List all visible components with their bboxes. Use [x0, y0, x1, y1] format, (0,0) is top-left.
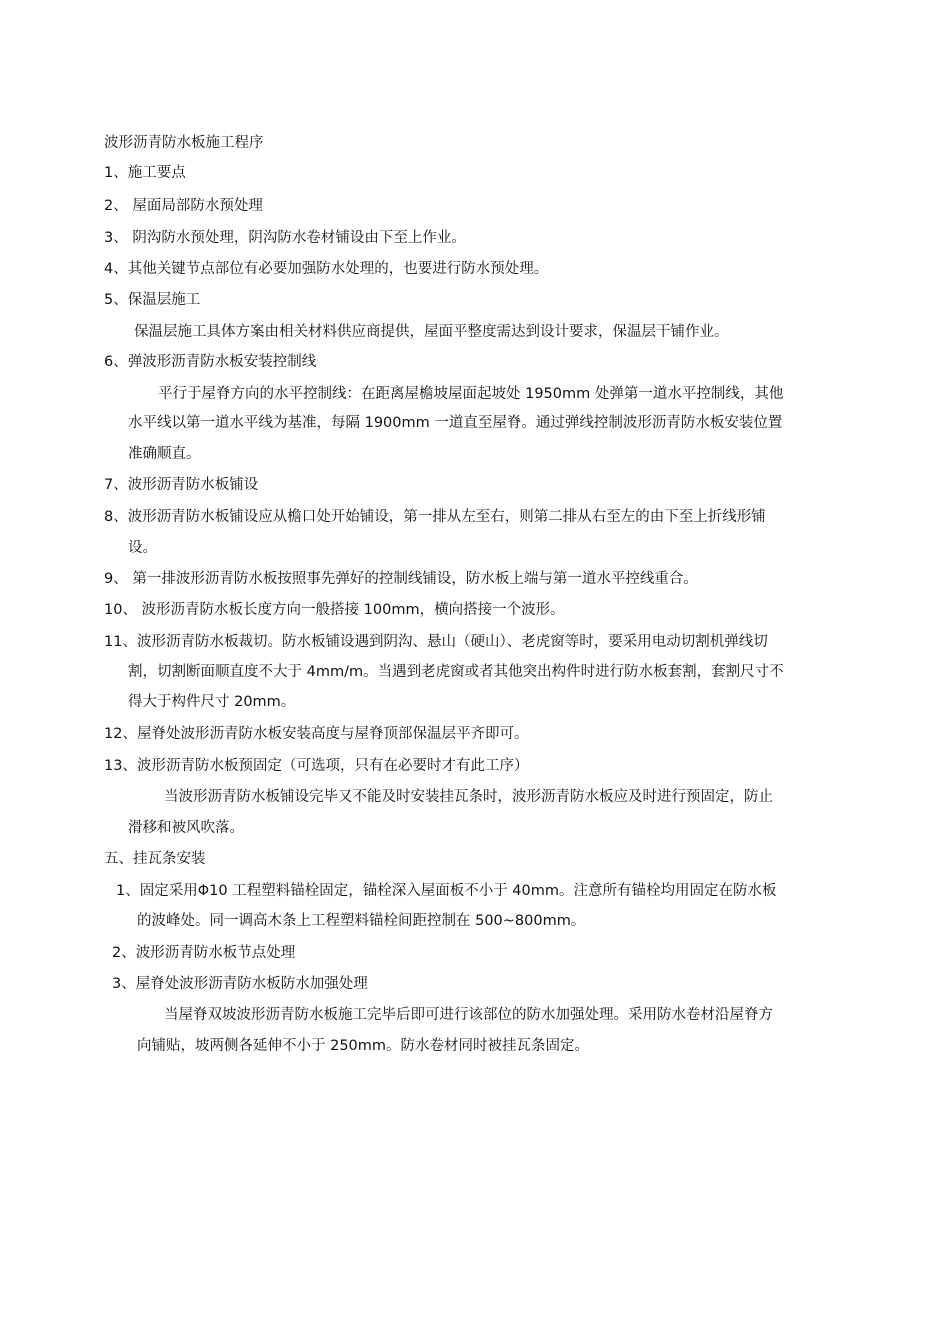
text-line: 当波形沥青防水板铺设完毕又不能及时安装挂瓦条时，波形沥青防水板应及时进行预固定，防止 [164, 789, 773, 805]
text-line: 向铺贴，坡两侧各延伸不小于 250mm。防水卷材同时被挂瓦条固定。 [137, 1038, 590, 1054]
text-line: 5、保温层施工 [104, 292, 201, 308]
text-line: 13、波形沥青防水板预固定（可选项，只有在必要时才有此工序） [104, 758, 529, 774]
text-line: 割，切割断面顺直度不大于 4mm/m。当遇到老虎窗或者其他突出构件时进行防水板套割，套割尺寸不 [128, 664, 784, 680]
text-line: 4、其他关键节点部位有必要加强防水处理的，也要进行防水预处理。 [104, 261, 549, 277]
text-line: 6、弹波形沥青防水板安装控制线 [104, 354, 317, 370]
text-line: 得大于构件尺寸 20mm。 [128, 694, 296, 710]
text-line: 3、 阴沟防水预处理，阴沟防水卷材铺设由下至上作业。 [104, 230, 466, 246]
text-line: 7、波形沥青防水板铺设 [104, 477, 259, 493]
text-line: 10、 波形沥青防水板长度方向一般搭接 100mm，横向搭接一个波形。 [104, 602, 565, 618]
text-line: 3、屋脊处波形沥青防水板防水加强处理 [112, 976, 368, 992]
text-line: 11、波形沥青防水板裁切。防水板铺设遇到阴沟、悬山（硬山）、老虎窗等时，要采用电动切割机弹线切 [104, 634, 768, 650]
text-line: 设。 [128, 540, 157, 556]
text-line: 1、固定采用Φ10 工程塑料锚栓固定，锚栓深入屋面板不小于 40mm。注意所有锚栓均用固定在防水板 [116, 883, 777, 899]
text-line: 2、波形沥青防水板节点处理 [112, 945, 296, 961]
section-heading: 五、挂瓦条安装 [104, 851, 206, 867]
text-line: 当屋脊双坡波形沥青防水板施工完毕后即可进行该部位的防水加强处理。采用防水卷材沿屋脊方 [164, 1007, 773, 1023]
text-line: 12、屋脊处波形沥青防水板安装高度与屋脊顶部保温层平齐即可。 [104, 726, 529, 742]
text-line: 的波峰处。同一调高木条上工程塑料锚栓间距控制在 500~800mm。 [137, 913, 586, 929]
text-line: 滑移和被风吹落。 [128, 820, 244, 836]
text-line: 1、施工要点 [104, 165, 186, 181]
text-line: 平行于屋脊方向的水平控制线：在距离屋檐坡屋面起坡处 1950mm 处弹第一道水平控制线，其他 [158, 386, 784, 402]
text-line: 9、 第一排波形沥青防水板按照事先弹好的控制线铺设，防水板上端与第一道水平控线重合。 [104, 571, 698, 587]
text-line: 2、 屋面局部防水预处理 [104, 198, 263, 214]
text-line: 准确顺直。 [128, 446, 201, 462]
text-line: 水平线以第一道水平线为基准，每隔 1900mm 一道直至屋脊。通过弹线控制波形沥青防水板安装位置 [128, 415, 783, 431]
text-line: 保温层施工具体方案由相关材料供应商提供，屋面平整度需达到设计要求，保温层干铺作业。 [134, 324, 729, 340]
document-title: 波形沥青防水板施工程序 [104, 135, 264, 151]
text-line: 8、波形沥青防水板铺设应从檐口处开始铺设，第一排从左至右，则第二排从右至左的由下至上折线形铺 [104, 509, 766, 525]
